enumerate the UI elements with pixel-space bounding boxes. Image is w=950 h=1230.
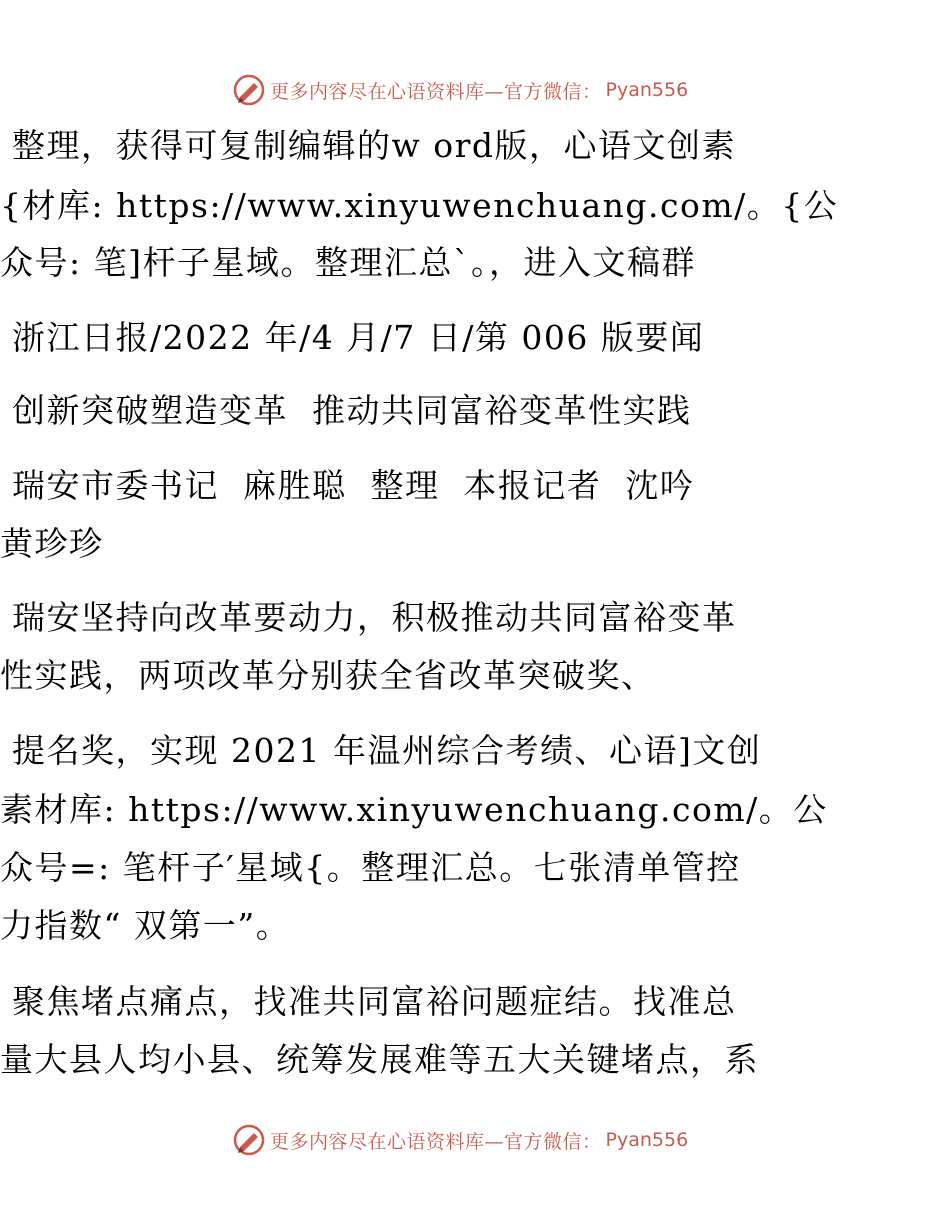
watermark-wechat-id: Pyan556 (605, 1129, 689, 1151)
paragraph-line: 提名奖，实现 2021 年温州综合考绩、心语]文创 (0, 731, 762, 770)
paragraph-line: 瑞安市委书记 麻胜聪 整理 本报记者 沈吟 (0, 466, 695, 505)
paragraph-line: 整理，获得可复制编辑的w ord版，心语文创素 (0, 126, 736, 165)
pen-logo-icon (232, 73, 266, 107)
paragraph-line: 浙江日报/2022 年/4 月/7 日/第 006 版要闻 (0, 318, 705, 357)
watermark-wechat-id: Pyan556 (605, 79, 689, 101)
paragraph-line: 众号=: 笔杆子′星域{。整理汇总。七张清单管控 (0, 848, 741, 887)
paragraph-line: 创新突破塑造变革 推动共同富裕变革性实践 (0, 391, 692, 430)
watermark-footer (232, 1123, 712, 1157)
paragraph-line: 黄珍珍 (0, 524, 104, 563)
paragraph-line: 瑞安坚持向改革要动力，积极推动共同富裕变革 (0, 598, 737, 637)
paragraph-line: 聚焦堵点痛点，找准共同富裕问题症结。找准总 (0, 982, 737, 1021)
paragraph-line: 力指数“ 双第一”。 (0, 906, 291, 945)
paragraph-line: 素材库: https://www.xinyuwenchuang.com/。公 (0, 790, 828, 829)
watermark-text: 更多内容尽在心语资料库—官方微信： (270, 1130, 602, 1153)
pen-logo-icon (232, 1123, 266, 1157)
paragraph-line: 量大县人均小县、统筹发展难等五大关键堵点，系 (0, 1040, 759, 1079)
paragraph-line: 众号: 笔]杆子星域。整理汇总`。，进入文稿群 (0, 243, 696, 282)
paragraph-line: {材库: https://www.xinyuwenchuang.com/。{公 (0, 186, 839, 225)
watermark-header (232, 73, 712, 107)
paragraph-line: 性实践，两项改革分别获全省改革突破奖、 (0, 656, 656, 695)
watermark-text: 更多内容尽在心语资料库—官方微信： (270, 80, 602, 103)
